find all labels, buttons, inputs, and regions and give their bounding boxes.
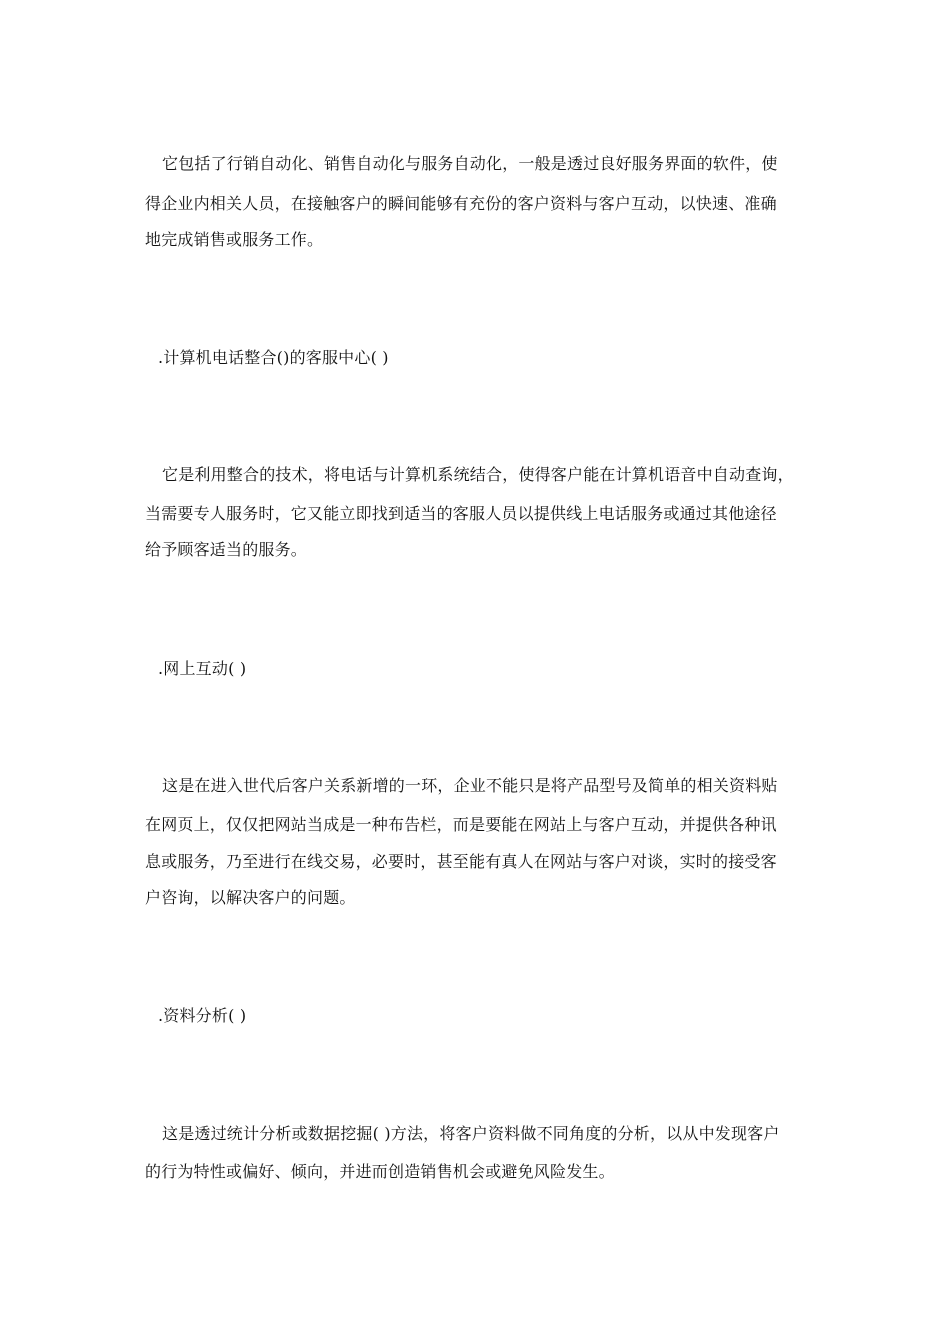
paragraph-line: 当需要专人服务时，它又能立即找到适当的客服人员以提供线上电话服务或通过其他途径 [145, 504, 777, 523]
paragraph-line: 在网页上，仅仅把网站当成是一种布告栏，而是要能在网站上与客户互动，并提供各种讯 [145, 815, 777, 834]
section-heading: .网上互动( ) [158, 659, 247, 678]
paragraph-line: 得企业内相关人员，在接触客户的瞬间能够有充份的客户资料与客户互动，以快速、准确 [145, 194, 777, 213]
paragraph-line: 给予顾客适当的服务。 [145, 540, 308, 559]
paragraph-line: 户咨询，以解决客户的问题。 [145, 888, 356, 907]
paragraph-line: 的行为特性或偏好、倾向，并进而创造销售机会或避免风险发生。 [145, 1162, 615, 1181]
paragraph-line: 息或服务，乃至进行在线交易，必要时，甚至能有真人在网站与客户对谈，实时的接受客 [145, 852, 777, 871]
paragraph-line: 它是利用整合的技术，将电话与计算机系统结合，使得客户能在计算机语音中自动查询， [162, 465, 794, 484]
section-heading: .计算机电话整合()的客服中心( ) [158, 348, 389, 367]
paragraph-line: 地完成销售或服务工作。 [145, 230, 324, 249]
paragraph-line: 这是在进入世代后客户关系新增的一环，企业不能只是将产品型号及简单的相关资料贴 [162, 776, 778, 795]
paragraph-line: 这是透过统计分析或数据挖掘( )方法，将客户资料做不同角度的分析，以从中发现客户 [162, 1124, 780, 1143]
paragraph-line: 它包括了行销自动化、销售自动化与服务自动化，一般是透过良好服务界面的软件，使 [162, 154, 778, 173]
section-heading: .资料分析( ) [158, 1006, 247, 1025]
